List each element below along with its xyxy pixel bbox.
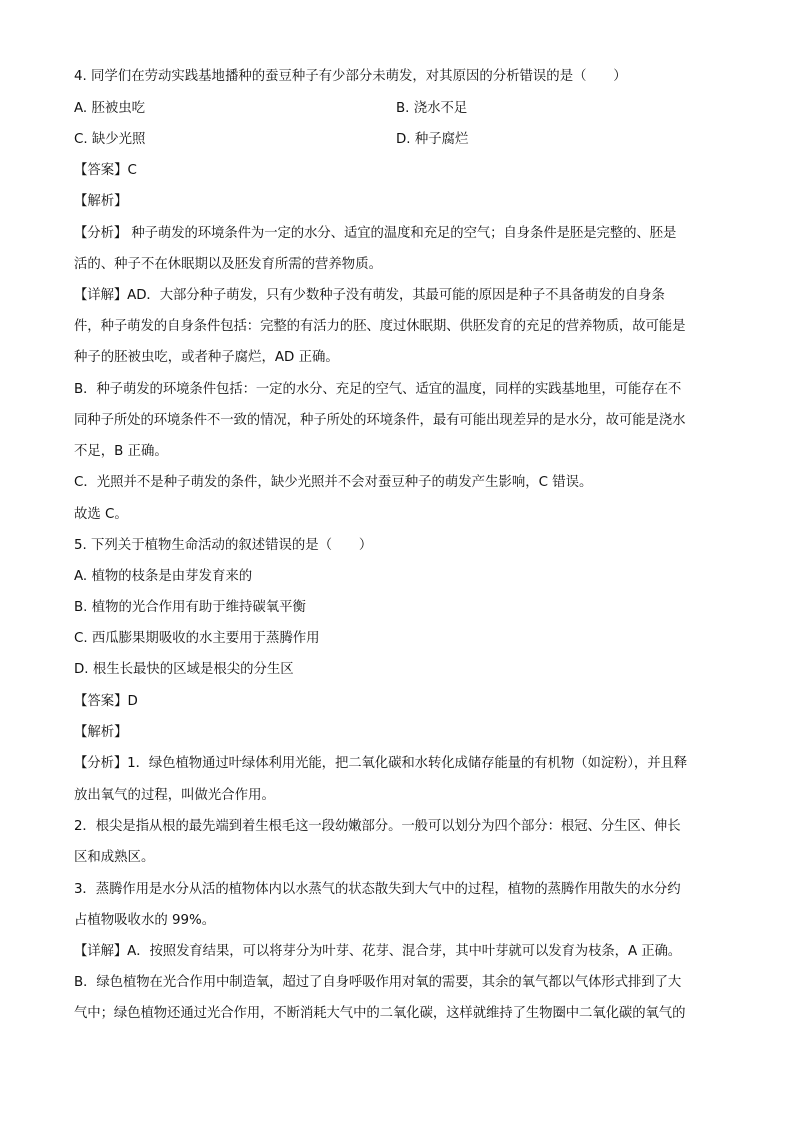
q5-analysis-line: 气中；绿色植物还通过光合作用，不断消耗大气中的二氧化碳，这样就维持了生物圈中二氧化碳的氧气的 <box>74 1006 686 1021</box>
q5-answer: 【答案】D <box>74 694 138 709</box>
q4-option-a: A. 胚被虫吃 <box>74 101 145 116</box>
q4-answer: 【答案】C <box>74 163 137 178</box>
q4-option-b: B. 浇水不足 <box>396 101 468 116</box>
q5-analysis-line: 区和成熟区。 <box>74 850 155 865</box>
q4-conclusion: 故选 C。 <box>74 507 128 522</box>
q5-option-c: C. 西瓜膨果期吸收的水主要用于蒸腾作用 <box>74 631 320 646</box>
q4-option-c: C. 缺少光照 <box>74 132 146 147</box>
q4-analysis-line: C．光照并不是种子萌发的条件，缺少光照并不会对蚕豆种子的萌发产生影响，C 错误。 <box>74 475 593 490</box>
q4-analysis-line: 【分析】 种子萌发的环境条件为一定的水分、适宜的温度和充足的空气；自身条件是胚是完整的、胚是 <box>74 226 677 241</box>
q4-option-d: D. 种子腐烂 <box>396 132 469 147</box>
q4-analysis-title: 【解析】 <box>74 194 128 209</box>
q5-stem: 5. 下列关于植物生命活动的叙述错误的是（ ） <box>74 538 373 553</box>
q5-option-d: D. 根生长最快的区域是根尖的分生区 <box>74 662 294 677</box>
q5-analysis-line: 占植物吸收水的 99%。 <box>74 913 216 928</box>
q5-analysis-line: 3．蒸腾作用是水分从活的植物体内以水蒸气的状态散失到大气中的过程，植物的蒸腾作用散失的水分约 <box>74 882 681 897</box>
q5-analysis-line: 【分析】1．绿色植物通过叶绿体利用光能，把二氧化碳和水转化成储存能量的有机物（如淀粉），并且释 <box>74 756 688 771</box>
q4-options-row-1 <box>74 99 722 121</box>
q4-analysis-line: 种子的胚被虫吃，或者种子腐烂，AD 正确。 <box>74 350 339 365</box>
q4-analysis-line: 件，种子萌发的自身条件包括：完整的有活力的胚、度过休眠期、供胚发育的充足的营养物质，故可能是 <box>74 319 686 334</box>
q5-option-a: A. 植物的枝条是由芽发育来的 <box>74 569 253 584</box>
q5-analysis-line: 【详解】A．按照发育结果，可以将芽分为叶芽、花芽、混合芽，其中叶芽就可以发育为枝条，A 正确。 <box>74 944 682 959</box>
q4-analysis-line: B．种子萌发的环境条件包括：一定的水分、充足的空气、适宜的温度，同样的实践基地里，可能存在不 <box>74 382 682 397</box>
q4-analysis-line: 不足，B 正确。 <box>74 444 168 459</box>
q4-options-row-2 <box>74 130 722 152</box>
q5-analysis-title: 【解析】 <box>74 725 128 740</box>
q4-stem: 4. 同学们在劳动实践基地播种的蚕豆种子有少部分未萌发，对其原因的分析错误的是（ ） <box>74 69 627 84</box>
q4-analysis-line: 【详解】AD．大部分种子萌发，只有少数种子没有萌发，其最可能的原因是种子不具备萌发的自身条 <box>74 288 665 303</box>
q5-analysis-line: 2．根尖是指从根的最先端到着生根毛这一段幼嫩部分。一般可以划分为四个部分：根冠、分生区、伸长 <box>74 819 681 834</box>
q5-option-b: B. 植物的光合作用有助于维持碳氧平衡 <box>74 600 306 615</box>
q5-analysis-line: 放出氧气的过程，叫做光合作用。 <box>74 788 275 803</box>
q4-analysis-line: 活的、种子不在休眠期以及胚发育所需的营养物质。 <box>74 257 382 272</box>
q5-analysis-line: B．绿色植物在光合作用中制造氧，超过了自身呼吸作用对氧的需要，其余的氧气都以气体形式排到了大 <box>74 975 682 990</box>
q4-analysis-line: 同种子所处的环境条件不一致的情况，种子所处的环境条件，最有可能出现差异的是水分，故可能是浇水 <box>74 413 686 428</box>
